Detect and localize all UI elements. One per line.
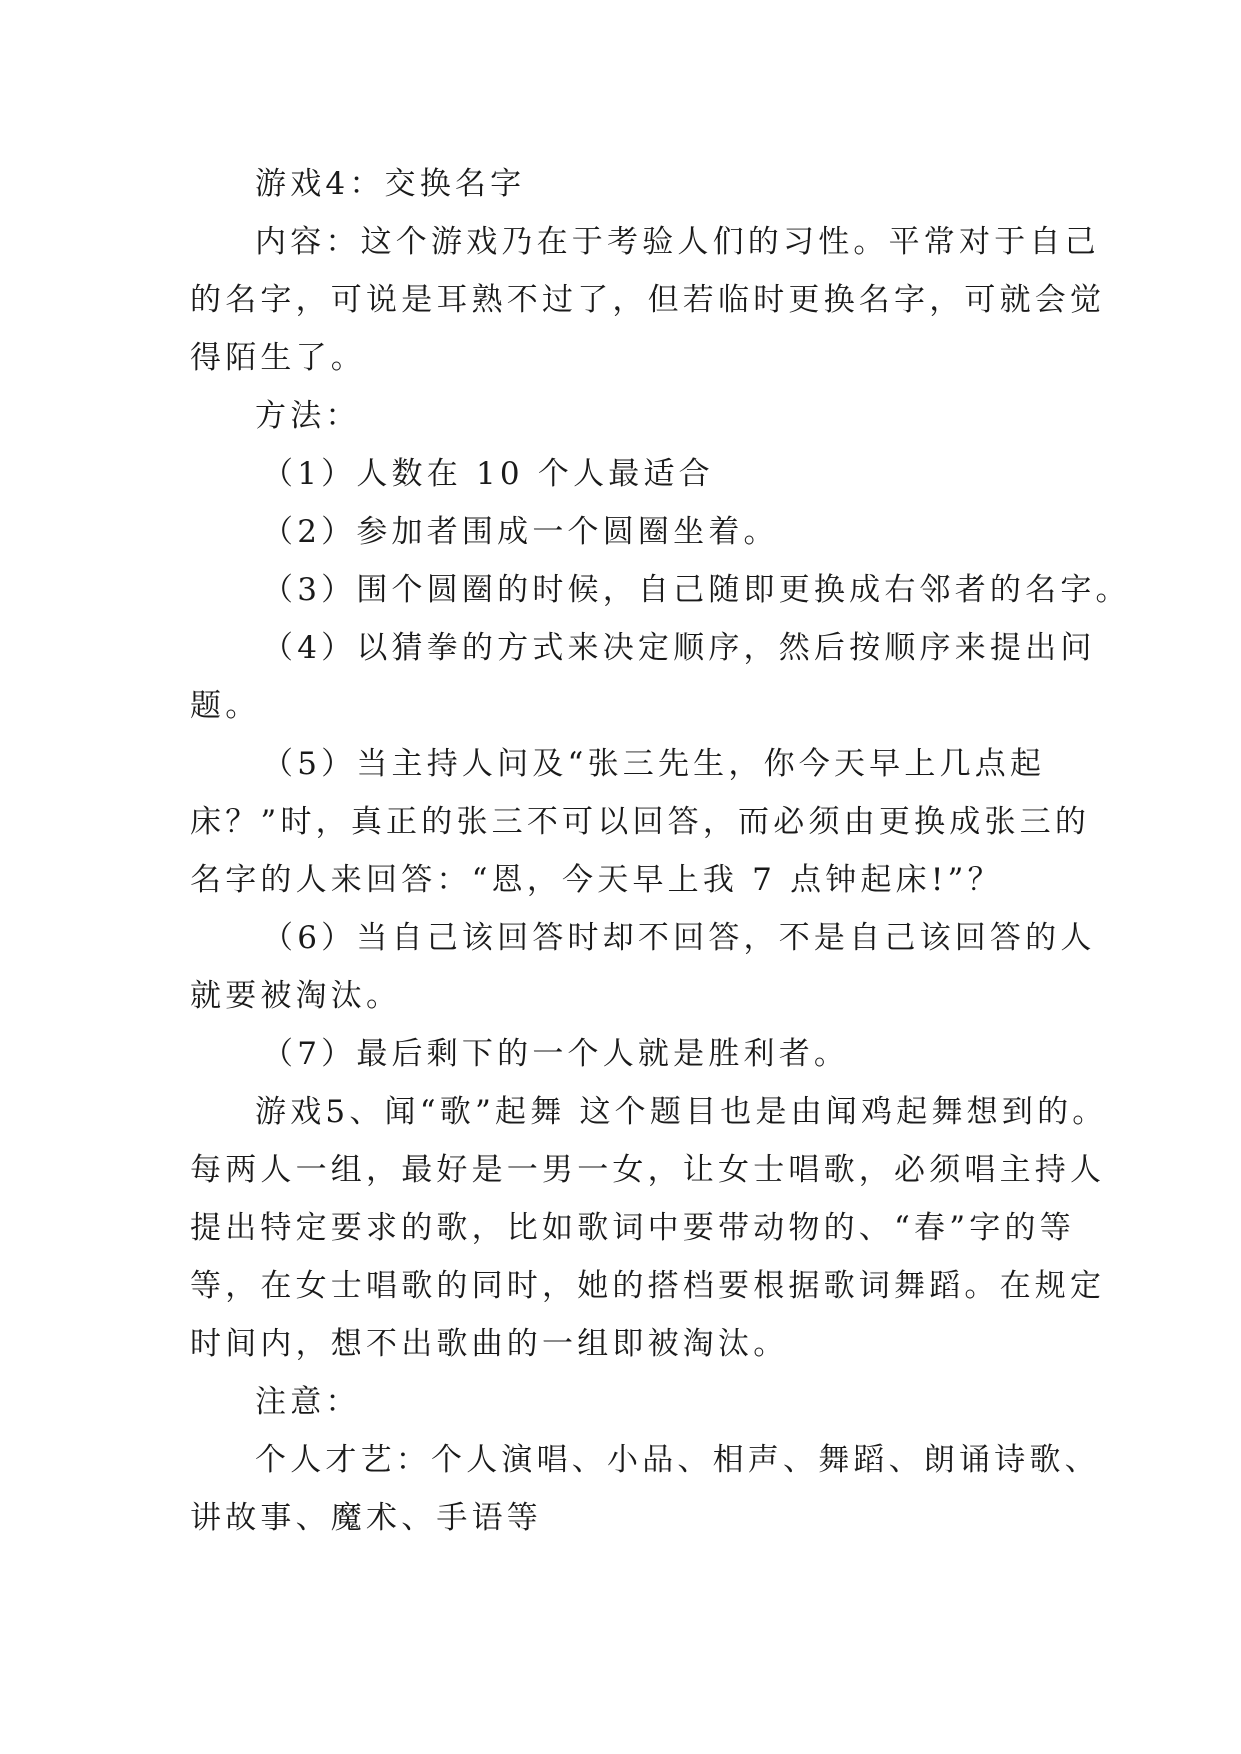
- paragraph-line: 时间内，想不出歌曲的一组即被淘汰。: [190, 1326, 789, 1362]
- list-item: （2）参加者围成一个圆圈坐着。: [262, 514, 779, 550]
- paragraph-line: 每两人一组，最好是一男一女，让女士唱歌，必须唱主持人: [190, 1152, 1106, 1188]
- list-item: （1）人数在 10 个人最适合: [262, 456, 714, 492]
- list-item: （4）以猜拳的方式来决定顺序，然后按顺序来提出问: [262, 630, 1096, 666]
- list-item-continuation: 题。: [190, 688, 261, 724]
- list-item: （6）当自己该回答时却不回答，不是自己该回答的人: [262, 920, 1096, 956]
- list-item: （5）当主持人问及“张三先生，你今天早上几点起: [262, 746, 1046, 782]
- game-5-paragraph: 游戏5、闻“歌”起舞 这个题目也是由闻鸡起舞想到的。: [255, 1094, 1108, 1130]
- paragraph-line: 的名字，可说是耳熟不过了，但若临时更换名字，可就会觉: [190, 282, 1106, 318]
- paragraph-line: 内容：这个游戏乃在于考验人们的习性。平常对于自己: [255, 224, 1100, 260]
- paragraph-line: 得陌生了。: [190, 340, 366, 376]
- list-item-continuation: 就要被淘汰。: [190, 978, 402, 1014]
- list-item-continuation: 床？”时，真正的张三不可以回答，而必须由更换成张三的: [190, 804, 1091, 840]
- method-heading: 方法：: [255, 398, 361, 434]
- talent-paragraph: 个人才艺：个人演唱、小品、相声、舞蹈、朗诵诗歌、: [255, 1442, 1100, 1478]
- list-item-continuation: 名字的人来回答：“恩，今天早上我 7 点钟起床!”？: [190, 862, 1003, 898]
- list-item: （7）最后剩下的一个人就是胜利者。: [262, 1036, 850, 1072]
- note-heading: 注意：: [255, 1384, 361, 1420]
- paragraph-line: 讲故事、魔术、手语等: [190, 1500, 542, 1536]
- paragraph-line: 提出特定要求的歌，比如歌词中要带动物的、“春”字的等: [190, 1210, 1075, 1246]
- game-4-heading: 游戏4：交换名字: [255, 166, 526, 202]
- list-item: （3）围个圆圈的时候，自己随即更换成右邻者的名字。: [262, 572, 1131, 608]
- paragraph-line: 等，在女士唱歌的同时，她的搭档要根据歌词舞蹈。在规定: [190, 1268, 1106, 1304]
